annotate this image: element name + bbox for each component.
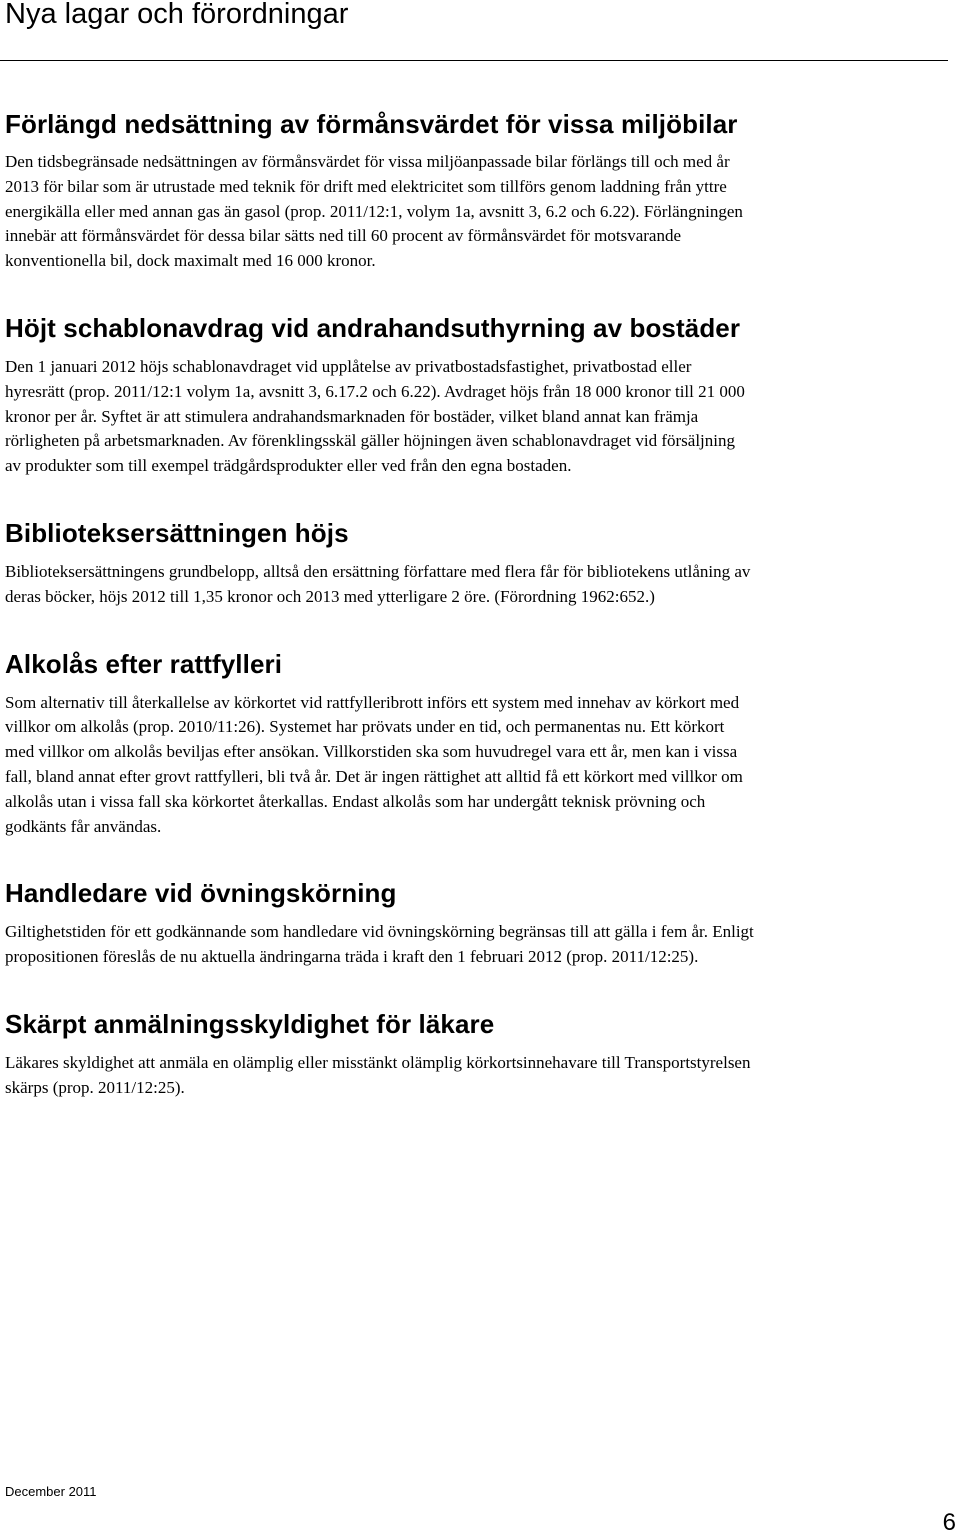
section-body: Biblioteksersättningens grundbelopp, alltså den ersättning författare med flera får för bibliotekens utlåning av deras böcker, höjs 2012 till 1,35 kronor och 2013 med ytterligare 2 öre. (Förordning 1962:652.) [5,561,751,606]
section-schablonavdrag [5,312,755,479]
document-content [5,108,755,1101]
section-body: Läkares skyldighet att anmäla en olämplig eller misstänkt olämplig körkortsinnehavare till Transportstyrelsen skärps (prop. 2011/12:25). [5,1052,751,1097]
section-heading: Alkolås efter rattfylleri [5,648,283,679]
page-header-title: Nya lagar och förordningar [5,0,349,30]
section-body: Giltighetstiden för ett godkännande som handledare vid övningskörning begränsas till att gälla i fem år. Enligt propositionen föreslås de nu aktuella ändringarna träda i kraft den 1 februari 2012 (prop. 2011/12:25). [5,922,754,967]
section-heading: Höjt schablonavdrag vid andrahandsuthyrning av bostäder [5,312,741,343]
page-number: 6 [942,1509,956,1536]
section-alkolas [5,648,755,840]
section-heading: Förlängd nedsättning av förmånsvärdet för vissa miljöbilar [5,109,738,139]
section-heading: Skärpt anmälningsskyldighet för läkare [5,1008,495,1039]
section-body: Som alternativ till återkallelse av körkortet vid rattfylleribrott införs ett system med innehav av körkort med villkor om alkolås (prop. 2010/11:26). Systemet har prövats under en tid, och permanentas nu. Ett körkort med villkor om alkolås beviljas efter ansökan. Villkorstiden ska som huvudregel vara ett år, men kan i vissa fall, bland annat efter grovt rattfylleri, bli två år. Det är ingen rättighet att alltid få ett körkort med villkor om alkolås utan i vissa fall ska körkortet återkallas. Endast alkolås som har undergått teknisk prövning och godkänts får användas. [5,692,743,836]
page-header [0,0,948,61]
footer-date: December 2011 [5,1484,97,1499]
section-body: Den tidsbegränsade nedsättningen av förmånsvärdet för vissa miljöanpassade bilar förlängs till och med år 2013 för bilar som är utrustade med teknik för drift med elektricitet som tillförs genom laddning från yttre energikälla eller med annan gas än gasol (prop. 2011/12:1, volym 1a, avsnitt 3, 6.2 och 6.22). Förlängningen innebär att förmånsvärdet för dessa bilar sätts ned till 60 procent av förmånsvärdet för motsvarande konventionella bil, dock maximalt med 16 000 kronor. [5,152,743,271]
section-anmalningsskyldighet [5,1008,755,1101]
section-heading: Biblioteksersättningen höjs [5,517,349,548]
section-biblioteksersattning [5,517,755,610]
section-body: Den 1 januari 2012 höjs schablonavdraget vid upplåtelse av privatbostadsfastighet, privatbostad eller hyresrätt (prop. 2011/12:1 volym 1a, avsnitt 3, 6.17.2 och 6.22). Avdraget höjs från 18 000 kronor till 21 000 kronor per år. Syftet är att stimulera andrahandsmarknaden för bostäder, vilket bland annat kan främja rörligheten på arbetsmarknaden. Av förenklingsskäl gäller höjningen även schablonavdraget vid försäljning av produkter som till exempel trädgårdsprodukter eller ved från den egna bostaden. [5,356,745,476]
section-heading: Handledare vid övningskörning [5,878,397,909]
section-miljobilar [5,108,755,274]
section-handledare [5,877,755,970]
